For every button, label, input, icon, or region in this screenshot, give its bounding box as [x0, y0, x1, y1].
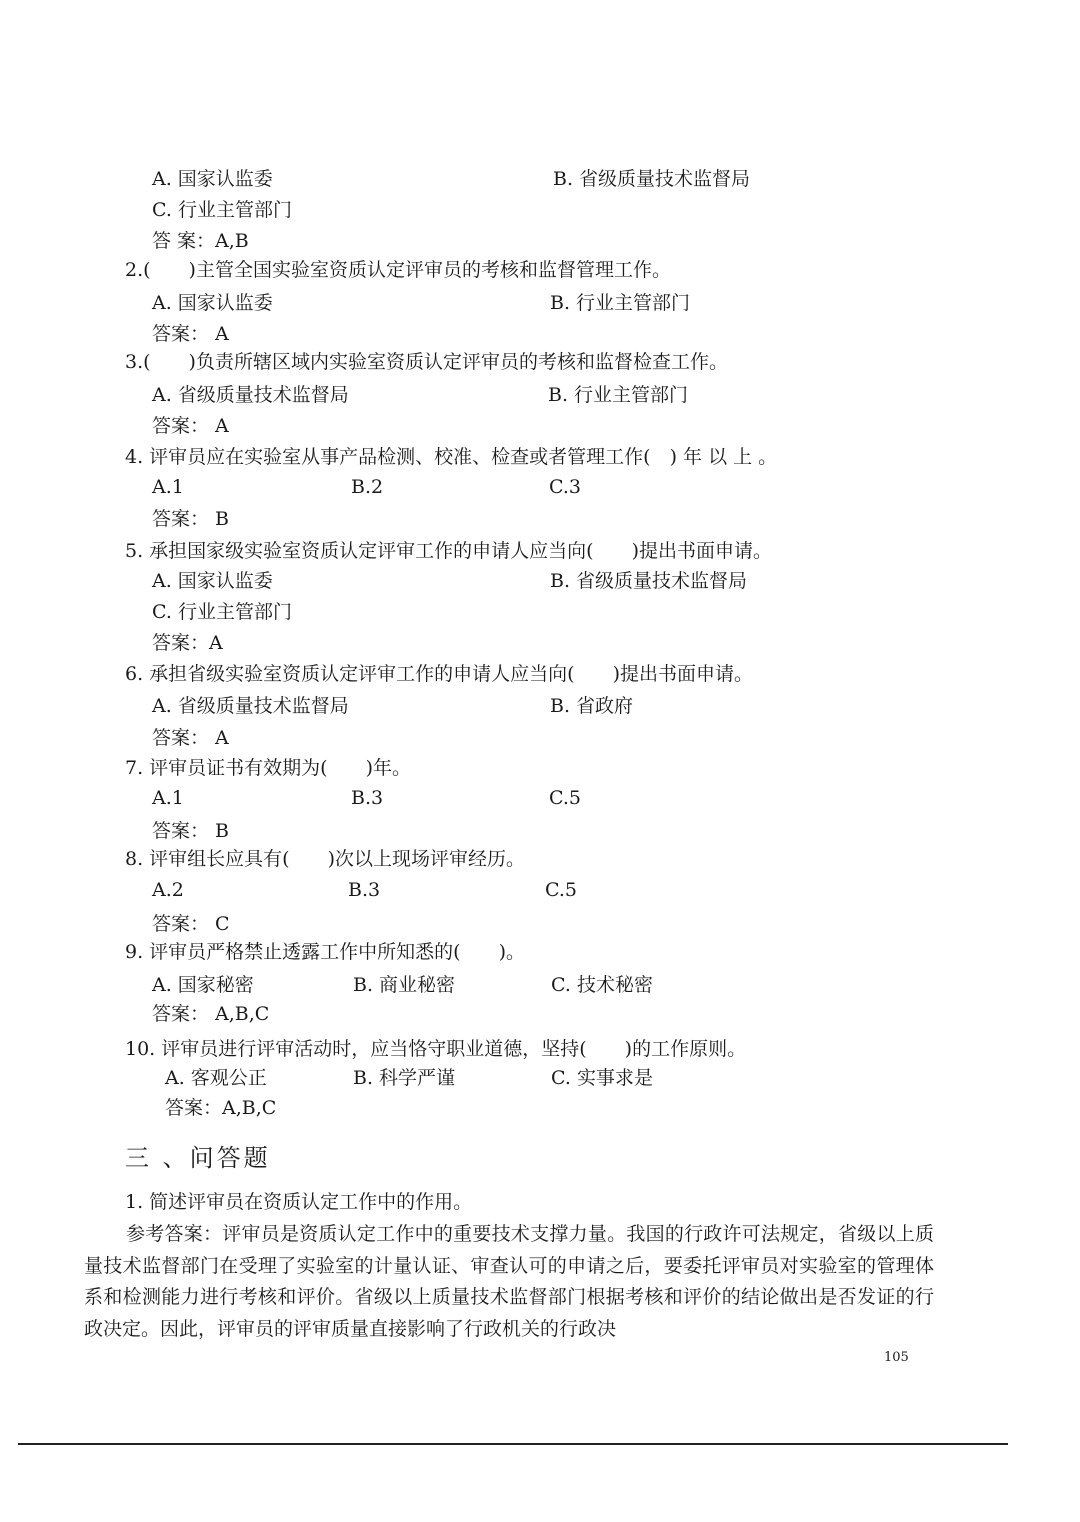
option-b: B. 省级质量技术监督局	[553, 168, 751, 190]
question-5-option-c: C. 行业主管部门	[152, 601, 292, 623]
question-3-stem: 3.( )负责所辖区域内实验室资质认定评审员的考核和监督检查工作。	[125, 351, 728, 373]
question-8-option-b: B.3	[348, 879, 381, 901]
question-5-option-b: B. 省级质量技术监督局	[550, 570, 748, 592]
question-5-stem: 5. 承担国家级实验室资质认定评审工作的申请人应当向( )提出书面申请。	[125, 540, 772, 562]
section-heading: 三 、问答题	[125, 1144, 271, 1172]
question-3-option-a: A. 省级质量技术监督局	[152, 384, 349, 406]
option-c: C. 行业主管部门	[152, 199, 292, 221]
question-10-option-c: C. 实事求是	[551, 1067, 653, 1089]
question-10-stem: 10. 评审员进行评审活动时，应当恪守职业道德，坚持( )的工作原则。	[125, 1038, 747, 1060]
question-2-option-b: B. 行业主管部门	[550, 292, 691, 314]
question-9-option-a: A. 国家秘密	[152, 974, 254, 996]
question-10-answer: 答案：A,B,C	[165, 1097, 277, 1119]
essay-question: 1. 简述评审员在资质认定工作中的作用。	[125, 1191, 473, 1213]
question-7-option-c: C.5	[549, 787, 581, 809]
question-9-answer: 答案： A,B,C	[152, 1003, 270, 1025]
question-7-option-a: A.1	[152, 787, 184, 809]
question-3-answer: 答案： A	[152, 415, 229, 437]
question-8-option-c: C.5	[545, 879, 577, 901]
question-6-answer: 答案： A	[152, 727, 229, 749]
page-number: 105	[884, 1350, 909, 1365]
question-7-stem: 7. 评审员证书有效期为( )年。	[125, 757, 411, 779]
footer-rule	[18, 1443, 1008, 1445]
question-6-stem: 6. 承担省级实验室资质认定评审工作的申请人应当向( )提出书面申请。	[125, 663, 753, 685]
question-9-option-b: B. 商业秘密	[353, 974, 456, 996]
option-a: A. 国家认监委	[152, 168, 273, 190]
question-9-stem: 9. 评审员严格禁止透露工作中所知悉的( )。	[125, 941, 525, 963]
question-3-option-b: B. 行业主管部门	[548, 384, 689, 406]
question-2-answer: 答案： A	[152, 323, 229, 345]
question-9-option-c: C. 技术秘密	[551, 974, 653, 996]
question-4-stem: 4. 评审员应在实验室从事产品检测、校准、检查或者管理工作( ) 年 以 上 。	[125, 446, 778, 468]
question-10-option-b: B. 科学严谨	[353, 1067, 456, 1089]
question-4-option-a: A.1	[152, 476, 184, 498]
question-8-option-a: A.2	[152, 879, 184, 901]
question-4-option-b: B.2	[351, 476, 384, 498]
essay-answer: 参考答案：评审员是资质认定工作中的重要技术支撑力量。我国的行政许可法规定，省级以上质量技术监督部门在受理了实验室的计量认证、审查认可的申请之后，要委托评审员对实验室的管理体系和检测能力进行考核和评价。省级以上质量技术监督部门根据考核和评价的结论做出是否发证的行政决定。因此，评审员的评审质量直接影响了行政机关的行政决	[84, 1223, 934, 1340]
question-6-option-a: A. 省级质量技术监督局	[152, 695, 349, 717]
answer: 答 案：A,B	[152, 230, 249, 252]
question-10-option-a: A. 客观公正	[165, 1067, 267, 1089]
question-4-option-c: C.3	[549, 476, 581, 498]
question-4-answer: 答案： B	[152, 508, 230, 530]
question-8-answer: 答案： C	[152, 913, 230, 935]
question-7-answer: 答案： B	[152, 820, 230, 842]
question-5-answer: 答案：A	[152, 632, 223, 654]
question-8-stem: 8. 评审组长应具有( )次以上现场评审经历。	[125, 848, 525, 870]
question-6-option-b: B. 省政府	[550, 695, 634, 717]
question-5-option-a: A. 国家认监委	[152, 570, 273, 592]
question-2-stem: 2.( )主管全国实验室资质认定评审员的考核和监督管理工作。	[125, 259, 671, 281]
question-7-option-b: B.3	[351, 787, 384, 809]
question-2-option-a: A. 国家认监委	[152, 292, 273, 314]
